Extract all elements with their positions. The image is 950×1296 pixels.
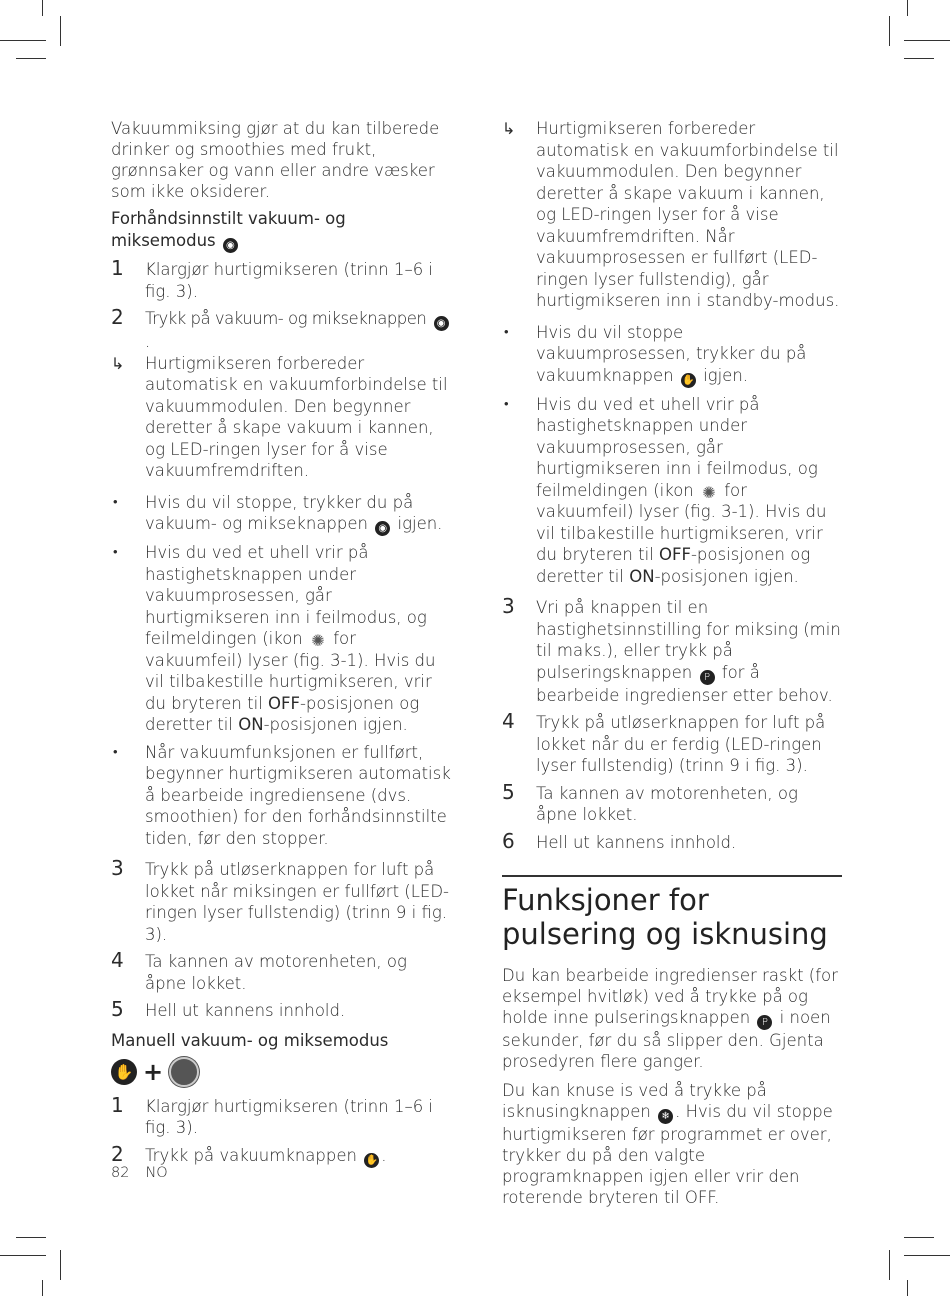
step: 5 Hell ut kannens innhold. <box>111 997 346 1021</box>
bullet-item: • Hvis du vil stoppe, trykker du på vakuum- og mikseknappen ◉ igjen. <box>113 492 443 534</box>
vacuum-mix-icon: ◉ <box>434 316 449 331</box>
step: 5 Ta kannen av motorenheten, og åpne lokket. <box>502 779 798 824</box>
step: 1 Klargjør hurtigmikseren (trinn 1–6 i fig. 3). <box>111 1092 434 1137</box>
step: 6 Hell ut kannens innhold. <box>502 828 737 853</box>
bullet-item: • Hvis du ved et uhell vrir på hastighetsknappen under vakuumprosessen, går hurtigmikseren inn i feilmodus, og feilmeldingen (ikon ✺ for vakuumfeil) lyser (fig. 3-1). Hvis du vil tilbakestille hurtigmikseren, vrir du bryteren til OFF-posisjonen og deretter til ON-posisjonen igjen. <box>113 543 436 734</box>
crop-mark <box>904 40 950 41</box>
result-arrow-icon: ↳ <box>111 353 125 373</box>
crop-mark <box>904 1255 950 1256</box>
crop-mark <box>60 16 61 46</box>
crop-mark <box>904 58 934 59</box>
step: 3 Vri på knappen til en hastighetsinnstilling for miksing (min til maks.), eller trykk på pulseringsknappen P for å bearbeide ingredienser etter behov. <box>502 594 841 705</box>
bullet-item: • Hvis du ved et uhell vrir på hastighetsknappen under vakuumprosessen, går hurtigmikseren inn i feilmodus, og feilmeldingen (ikon ✺ for vakuumfeil) lyser (fig. 3-1). Hvis du vil tilbakestille hurtigmikseren, vrir du bryteren til OFF-posisjonen og deretter til ON-posisjonen igjen. <box>504 394 827 586</box>
crop-mark <box>16 1237 46 1238</box>
intro-paragraph: Vakuummiksing gjør at du kan tilberede drinker og smoothies med frukt, grønnsaker og vann eller andre væsker som ikke oksiderer. <box>111 119 440 201</box>
crop-mark <box>42 1280 43 1296</box>
speed-knob-icon <box>169 1057 199 1087</box>
preset-heading: Forhåndsinnstilt vakuum- og miksemodus ◉ <box>111 209 346 251</box>
ice-crush-icon: ❄ <box>658 1109 673 1124</box>
result-note: ↳ Hurtigmikseren forbereder automatisk en vakuumforbindelse til vakuummodulen. Den begynner deretter å skape vakuum i kannen, og LED-ringen lyser for å vise vakuumfremdriften. Når vakuumprosessen er fullført (LED-ringen lyser fullstendig), går hurtigmikseren inn i standby-modus. <box>502 119 840 310</box>
crop-mark <box>904 1237 934 1238</box>
step: 4 Trykk på utløserknappen for luft på lokket når du er ferdig (LED-ringen lyser fullstendig) (trinn 9 i fig. 3). <box>502 709 826 775</box>
crop-mark <box>0 40 46 41</box>
manual-icons <box>111 1058 451 1086</box>
crop-mark <box>16 58 46 59</box>
step: 2 Trykk på vakuum- og mikseknappen ◉. <box>111 308 451 353</box>
result-note: ↳ Hurtigmikseren forbereder automatisk en vakuumforbindelse til vakuummodulen. Den begynner deretter å skape vakuum i kannen, og LED-ringen lyser for å vise vakuumfremdriften. <box>111 353 448 480</box>
vacuum-icon: ✋ <box>682 374 695 386</box>
vacuum-error-icon: ✺ <box>702 482 716 502</box>
section-title: Funksjoner for pulsering og isknusing <box>502 883 828 951</box>
left-column <box>111 118 451 1174</box>
vacuum-icon: ✋ <box>111 1059 137 1085</box>
crop-mark <box>42 0 43 16</box>
pulse-icon: P <box>757 1015 772 1030</box>
step: 4 Ta kannen av motorenheten, og åpne lokket. <box>111 948 407 993</box>
crop-mark <box>889 16 890 46</box>
pulse-paragraph: Du kan bearbeide ingredienser raskt (for eksempel hvitløk) ved å trykke på og holde inne pulseringsknappen P i noen sekunder, før du så slipper den. Gjenta prosedyren flere ganger. <box>502 966 838 1071</box>
vacuum-mix-icon: ◉ <box>375 521 390 536</box>
page-footer <box>111 1165 184 1181</box>
vacuum-error-icon: ✺ <box>311 631 325 650</box>
bullet-item: • Når vakuumfunksjonen er fullført, begynner hurtigmikseren automatisk å bearbeide ingrediensene (dvs. smoothien) for den forhåndsinnstilte tiden, før den stopper. <box>113 742 451 848</box>
crop-mark <box>889 1250 890 1280</box>
vacuum-icon: ✋ <box>365 1154 378 1166</box>
crop-mark <box>907 0 908 16</box>
step: 1 Klargjør hurtigmikseren (trinn 1–6 i fig. 3). <box>111 256 434 301</box>
language-code: NO <box>145 1165 168 1181</box>
right-column <box>502 118 842 1214</box>
step: 2 Trykk på vakuumknappen ✋ . <box>111 1141 387 1166</box>
result-arrow-icon: ↳ <box>502 119 516 138</box>
page-number: 82 <box>111 1165 130 1181</box>
vacuum-mix-icon: ◉ <box>223 238 238 253</box>
crop-mark <box>60 1250 61 1280</box>
step: 3 Trykk på utløserknappen for luft på lokket når miksingen er fullført (LED-ringen lyser fullstendig) (trinn 9 i fig. 3). <box>111 856 450 944</box>
bullet-item: • Hvis du vil stoppe vakuumprosessen, trykker du på vakuumknappen ✋ igjen. <box>504 322 807 386</box>
manual-heading: Manuell vakuum- og miksemodus <box>111 1030 389 1050</box>
crop-mark <box>907 1280 908 1296</box>
pulse-icon: P <box>700 670 715 685</box>
crop-mark <box>0 1255 46 1256</box>
section-rule <box>502 875 842 877</box>
plus-sign: + <box>143 1057 164 1086</box>
ice-paragraph: Du kan knuse is ved å trykke på isknusingknappen ❄ . Hvis du vil stoppe hurtigmikseren før programmet er over, trykker du på den valgte programknappen igjen eller vrir den roterende bryteren til OFF. <box>502 1081 833 1207</box>
